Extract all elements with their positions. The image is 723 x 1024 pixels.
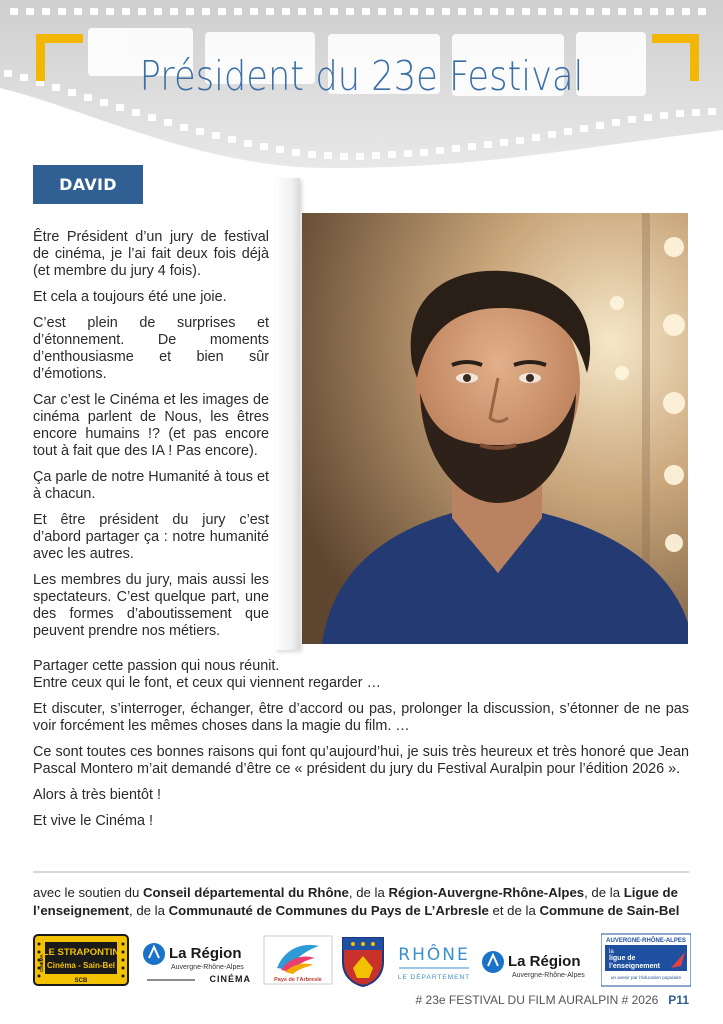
paragraph: Et vive le Cinéma ! [33,813,153,829]
paragraph: Ce sont toutes ces bonnes raisons qui font qu’aujourd’hui, je suis très heureux et très honoré que Jean Pascal Montero m’ait demandé d’être ce « président du jury du Festival Auralpin pour l’édition 2026 ». [33,744,689,777]
paragraph: Alors à très bientôt ! [33,787,161,803]
svg-text:la: la [609,949,614,955]
svg-text:CINÉMA: CINÉMA [209,974,251,984]
svg-text:Auvergne-Rhône-Alpes: Auvergne-Rhône-Alpes [171,964,244,971]
paragraph: Entre ceux qui le font, et ceux qui viennent regarder … [33,675,381,691]
paragraph: C’est plein de surprises et d’étonnement. De moments d’enthousiasme et bien sûr d’émotions. [33,315,269,382]
pays-arbresle-logo [263,932,333,988]
support-text: , de la [348,885,389,900]
svg-text:un avenir par l’éducation popu: un avenir par l’éducation populaire [610,975,682,980]
intro-column-text [33,229,269,649]
svg-text:LE STRAPONTIN: LE STRAPONTIN [42,947,120,958]
partner-logos [33,932,693,988]
paragraph: Et être président du jury c’est d’abord partager ça : notre humanité avec les autres. [33,512,269,562]
support-partner: Commune de Sain-Bel [539,903,680,918]
paragraph: Les membres du jury, mais aussi les spectateurs. C’est quelque part, une des formes d’aboutissement que peuvent prendre nos métiers. [33,572,269,639]
divider [33,871,689,873]
svg-text:Cinéma - Sain-Bel: Cinéma - Sain-Bel [46,961,116,970]
svg-text:AUVERGNE-RHÔNE-ALPES: AUVERGNE-RHÔNE-ALPES [606,938,686,944]
svg-text:Auvergne-Rhône-Alpes: Auvergne-Rhône-Alpes [512,972,585,979]
paragraph: Ça parle de notre Humanité à tous et à chacun. [33,469,269,502]
closing-text [33,658,689,839]
support-partner: Conseil départemental du Rhône [142,885,349,900]
support-partner: Ligue de l’enseignement [33,885,678,918]
rhone-departement-logo [391,932,477,988]
svg-text:RHÔNE: RHÔNE [398,945,470,965]
svg-text:Pays de l’Arbresle: Pays de l’Arbresle [274,977,322,983]
svg-text:La Région: La Région [169,945,242,962]
page-number: P11 [668,993,689,1007]
svg-text:LE DÉPARTEMENT: LE DÉPARTEMENT [397,974,471,981]
le-strapontin-logo [33,932,129,988]
support-partner: Communauté de Communes du Pays de L’Arbresle [168,903,489,918]
paragraph: Être Président d’un jury de festival de cinéma, je l’ai fait deux fois déjà (et membre du jury 4 fois). [33,229,269,279]
svg-text:l’enseignement: l’enseignement [609,963,660,970]
sain-bel-coat-of-arms [339,932,387,988]
support-text: et de la [488,903,540,918]
support-text: avec le soutien du [33,885,143,900]
svg-text:SCB: SCB [74,978,88,984]
ligue-enseignement-logo [601,932,691,988]
support-text: , de la [129,903,169,918]
svg-text:La Région: La Région [508,953,581,970]
la-region-logo [480,932,596,988]
photo-frame-edge [275,178,300,650]
paragraph: Et cela a toujours été une joie. [33,289,227,305]
portrait-photo [302,213,688,644]
svg-text:CINÉMA: CINÉMA [39,954,44,972]
page-footer [416,993,689,1007]
page-title: Président du 23e Festival [139,52,584,100]
paragraph: Et discuter, s’interroger, échanger, être d’accord ou pas, prolonger la discussion, s’étonner de ne pas voir forcément les mêmes choses dans la magie du film. … [33,701,689,734]
festival-footer-label: # 23e FESTIVAL DU FILM AURALPIN # 2026 [415,993,659,1007]
support-credits [33,884,693,920]
support-partner: Région-Auvergne-Rhône-Alpes [388,885,585,900]
paragraph: Car c’est le Cinéma et les images de cinéma parlent de Nous, les êtres encore humains !? (et pas encore tout à fait que des IA ! Pas encore). [33,392,269,459]
support-text: , de la [584,885,624,900]
svg-text:ligue de: ligue de [609,955,636,962]
person-name-badge: DAVID AYALA [33,165,143,204]
paragraph: Partager cette passion qui nous réunit. [33,658,280,674]
la-region-cinema-logo [141,932,257,988]
